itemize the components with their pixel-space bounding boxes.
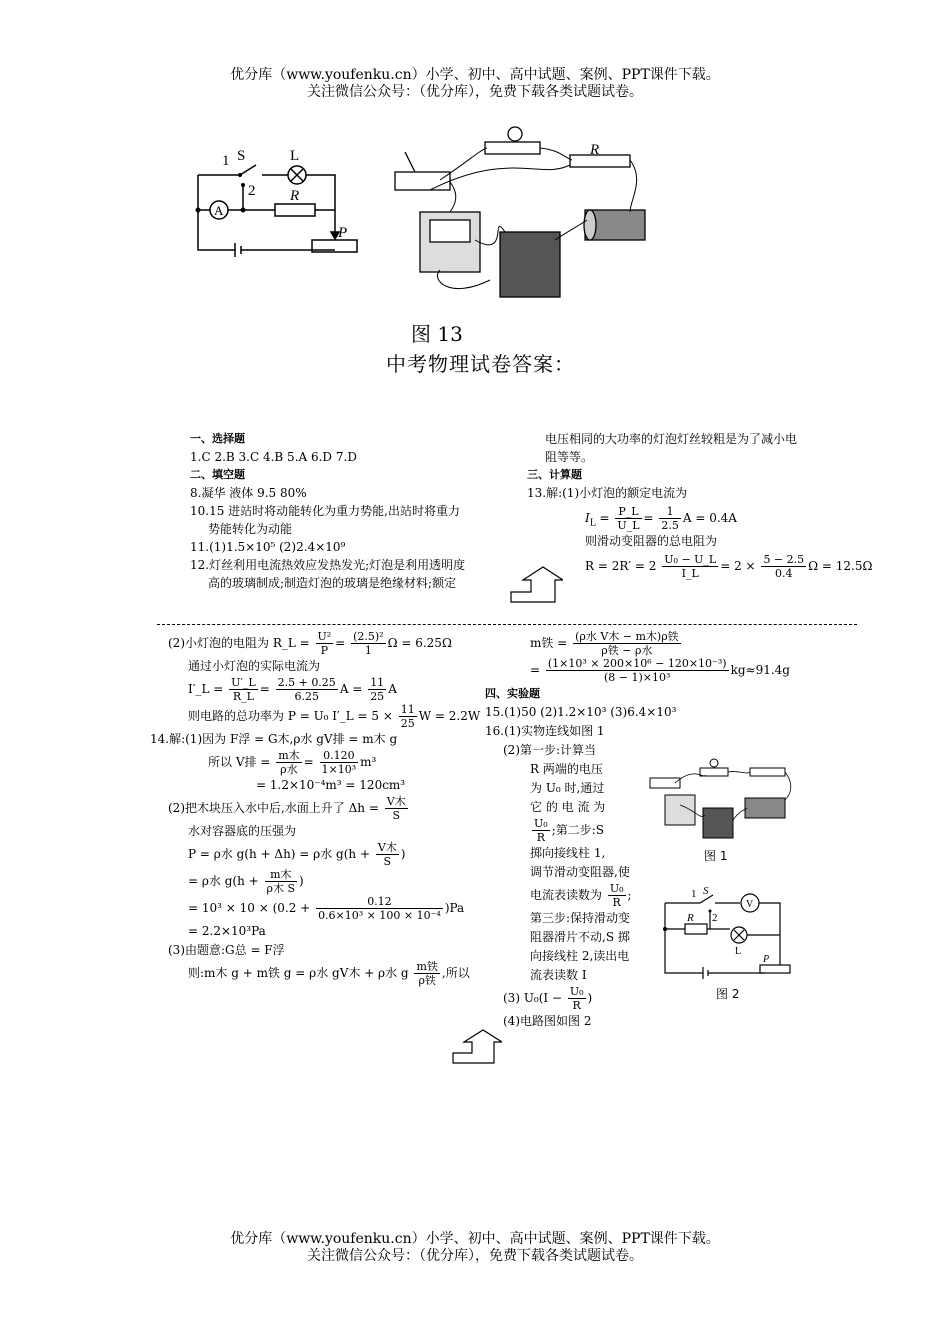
actual-current-intro: 通过小灯泡的实际电流为 [188, 659, 321, 673]
figure-1-caption: 图 1 [704, 849, 728, 863]
iron-mass-result: = $\frac{\text{(1×10³ × 200×10⁶ − 120×10⁻³)}}{\text{(8 − 1)×10³}}$ kg≈91.4g [530, 657, 790, 684]
figure-2-caption: 图 2 [716, 987, 740, 1001]
pressure-line-1: P = ρ水 g(h + Δh) = ρ水 g(h + $\frac{\text{V木}}{S}$ ) [188, 841, 406, 868]
figure-2-circuit [655, 885, 795, 980]
il-subscript: L [589, 518, 596, 529]
step-line-7: 调节滑动变阻器,使 [530, 865, 630, 879]
q14-intro: 14.解:(1)因为 F浮 = G木,ρ水 gV排 = m木 g [150, 732, 398, 746]
answer-10-line2: 势能转化为动能 [208, 522, 293, 536]
r-frac-1: $\frac{\text{U₀ − U\_L}}{I\_L}$ [664, 553, 717, 581]
answer-11: 11.(1)1.5×10⁵ (2)2.4×10⁹ [190, 540, 346, 554]
il2-formula: I′_L = $\frac{U'\_L}{R\_L}$ = $\frac{2.5 + 0.25}{6.25}$ A = $\frac{11}{25}$ A [188, 676, 397, 703]
continue-arrow-bottom [450, 1028, 502, 1066]
top-left-answers [190, 430, 465, 592]
fig2-label-p: P [763, 954, 770, 965]
il-result: A = 0.4A [682, 511, 737, 525]
pressure-line-2: = ρ水 g(h + $\frac{\text{m木}}{\text{ρ木 S}}$ ) [188, 868, 304, 895]
page-footer [0, 1231, 950, 1265]
header-line-2: 关注微信公众号：（优分库），免费下载各类试题试卷。 [307, 84, 643, 100]
choice-answers: 1.C 2.B 3.C 4.B 5.A 6.D 7.D [190, 450, 357, 464]
q14-part3-formula: 则:m木 g + m铁 g = ρ水 gV木 + ρ水 g $\frac{\text{m铁}}{\text{ρ铁}}$ ,所以 [188, 960, 470, 987]
step-line-11: 向接线柱 2,读出电 [530, 949, 630, 963]
label-a: A [214, 203, 224, 218]
rl-formula: (2)小灯泡的电阻为 R_L = $\frac{\text{U²}}{P}$ = $\frac{\text{(2.5)²}}{1}$ Ω = 6.25Ω [168, 630, 452, 657]
answer-12-line2: 高的玻璃制成;制造灯泡的玻璃是绝缘材料;额定 [208, 576, 457, 590]
section-choice-heading: 一、选择题 [190, 432, 245, 445]
power-formula: 则电路的总功率为 P = U₀ I′_L = 5 × $\frac{11}{25}$ W = 2.2W [188, 703, 481, 730]
label-2: 2 [248, 183, 256, 199]
step-line-12: 流表读数 I [530, 968, 587, 982]
q13-total-r-intro: 则滑动变阻器的总电阻为 [585, 534, 718, 549]
q13-r-formula: R = 2R′ = 2 $\frac{\text{U₀ − U\_L}}{I\_L}$ = 2 × $\frac{5 - 2.5}{0.4}$ Ω = 12.5Ω [585, 553, 873, 581]
circuit-diagram-fig13 [180, 140, 370, 270]
step-line-3: 为 U₀ 时,通过 [530, 781, 605, 795]
dashed-separator [157, 624, 857, 625]
step-line-4: 它 的 电 流 为 [530, 800, 606, 814]
label-r: R [290, 188, 300, 204]
step-line-10: 阻器滑片不动,S 掷 [530, 930, 630, 944]
volume-result: = 1.2×10⁻⁴m³ = 120cm³ [256, 778, 406, 792]
answer-16-part1: 16.(1)实物连线如图 1 [485, 724, 605, 738]
label-l: L [290, 148, 300, 164]
answer-12-line4: 阻等等。 [545, 450, 594, 464]
pressure-result: = 2.2×10³Pa [188, 924, 266, 938]
iron-mass-formula: m铁 = $\frac{\text{(ρ水 V木 − m木)ρ铁}}{\text{ρ铁 − ρ水}}$ [530, 630, 679, 657]
step-line-6: 掷向接线柱 1, [530, 846, 606, 860]
header-line-1: 优分库（www.youfenku.cn）小学、初中、高中试题、案例、PPT课件下载。 [230, 67, 720, 83]
label-1: 1 [222, 153, 230, 169]
pressure-intro: 水对容器底的压强为 [188, 824, 297, 838]
pressure-line-3: = 10³ × 10 × (0.2 + $\frac{0.12}{\text{0.6×10³ × 100 × 10⁻⁴}}$ )Pa [188, 895, 465, 922]
label-p: P [338, 225, 348, 241]
top-right-answers [527, 430, 872, 580]
section-calc-heading: 三、计算题 [527, 468, 582, 481]
answers-title: 中考物理试卷答案： [386, 352, 575, 376]
answer-10-line1: 10.15 进站时将动能转化为重力势能,出站时将重力 [190, 504, 460, 518]
il-frac-2: $\frac{1}{2.5}$ [661, 505, 679, 532]
q14-part2: (2)把木块压入水中后,水面上升了 Δh = $\frac{\text{V木}}{S}$ [168, 795, 406, 822]
volume-formula: 所以 V排 = $\frac{\text{m木}}{\text{ρ水}}$ = $\frac{0.120}{\text{1×10³}}$ m³ [208, 749, 377, 776]
fig2-label-r: R [687, 912, 694, 924]
il-frac-1: $\frac{P\_L}{U\_L}$ [617, 505, 640, 532]
q13-intro: 13.解:(1)小灯泡的额定电流为 [527, 486, 688, 500]
step-line-2: R 两端的电压 [530, 762, 603, 776]
section-fill-heading: 二、填空题 [190, 468, 245, 481]
r-frac-2: $\frac{5 - 2.5}{0.4}$ [763, 553, 805, 581]
il-symbol: I [585, 511, 590, 525]
fig2-label-v: V [746, 899, 754, 910]
step-line-8: 电流表读数为 $\frac{\text{U₀}}{R}$ ; [530, 882, 632, 909]
answer-15: 15.(1)50 (2)1.2×10³ (3)6.4×10³ [485, 705, 677, 719]
fig2-label-l: L [735, 946, 742, 957]
page-header [0, 67, 950, 101]
q14-part3: (3)由题意:G总 = F浮 [168, 943, 285, 957]
step-line-1: (2)第一步:计算当 [503, 743, 597, 757]
apparatus-label-r: R [590, 142, 600, 158]
answer-12-line1: 12.灯丝利用电流热效应发热发光;灯泡是利用透明度 [190, 558, 466, 572]
answer-16-part3: (3) U₀(I − $\frac{\text{U₀}}{R}$ ) [503, 985, 593, 1012]
answer-12-line3: 电压相同的大功率的灯泡灯丝较粗是为了减小电 [545, 432, 798, 446]
section-experiment-heading: 四、实验题 [485, 687, 540, 700]
footer-line-1: 优分库（www.youfenku.cn）小学、初中、高中试题、案例、PPT课件下载。 [230, 1231, 720, 1247]
q13-current-formula: $I_L$ = $\frac{P\_L}{U\_L}$ = $\frac{1}{2.5}$ A = 0.4A [585, 505, 737, 532]
label-s: S [237, 148, 246, 164]
apparatus-illustration [390, 120, 650, 305]
fig2-label-2: 2 [712, 912, 718, 924]
fig2-label-1: 1 [691, 888, 697, 900]
answer-16-part4: (4)电路图如图 2 [503, 1014, 592, 1028]
step-line-5: $\frac{\text{U₀}}{R}$ ;第二步:S [534, 817, 604, 844]
footer-line-2: 关注微信公众号：（优分库），免费下载各类试题试卷。 [307, 1248, 643, 1264]
bottom-left-answers [150, 630, 480, 987]
figure-13-caption: 图 13 [411, 322, 463, 346]
answer-8-9: 8.凝华 液体 9.5 80% [190, 486, 307, 500]
figure-1-apparatus [645, 750, 800, 845]
fig2-label-s: S [703, 885, 709, 897]
step-line-9: 第三步:保持滑动变 [530, 911, 631, 925]
